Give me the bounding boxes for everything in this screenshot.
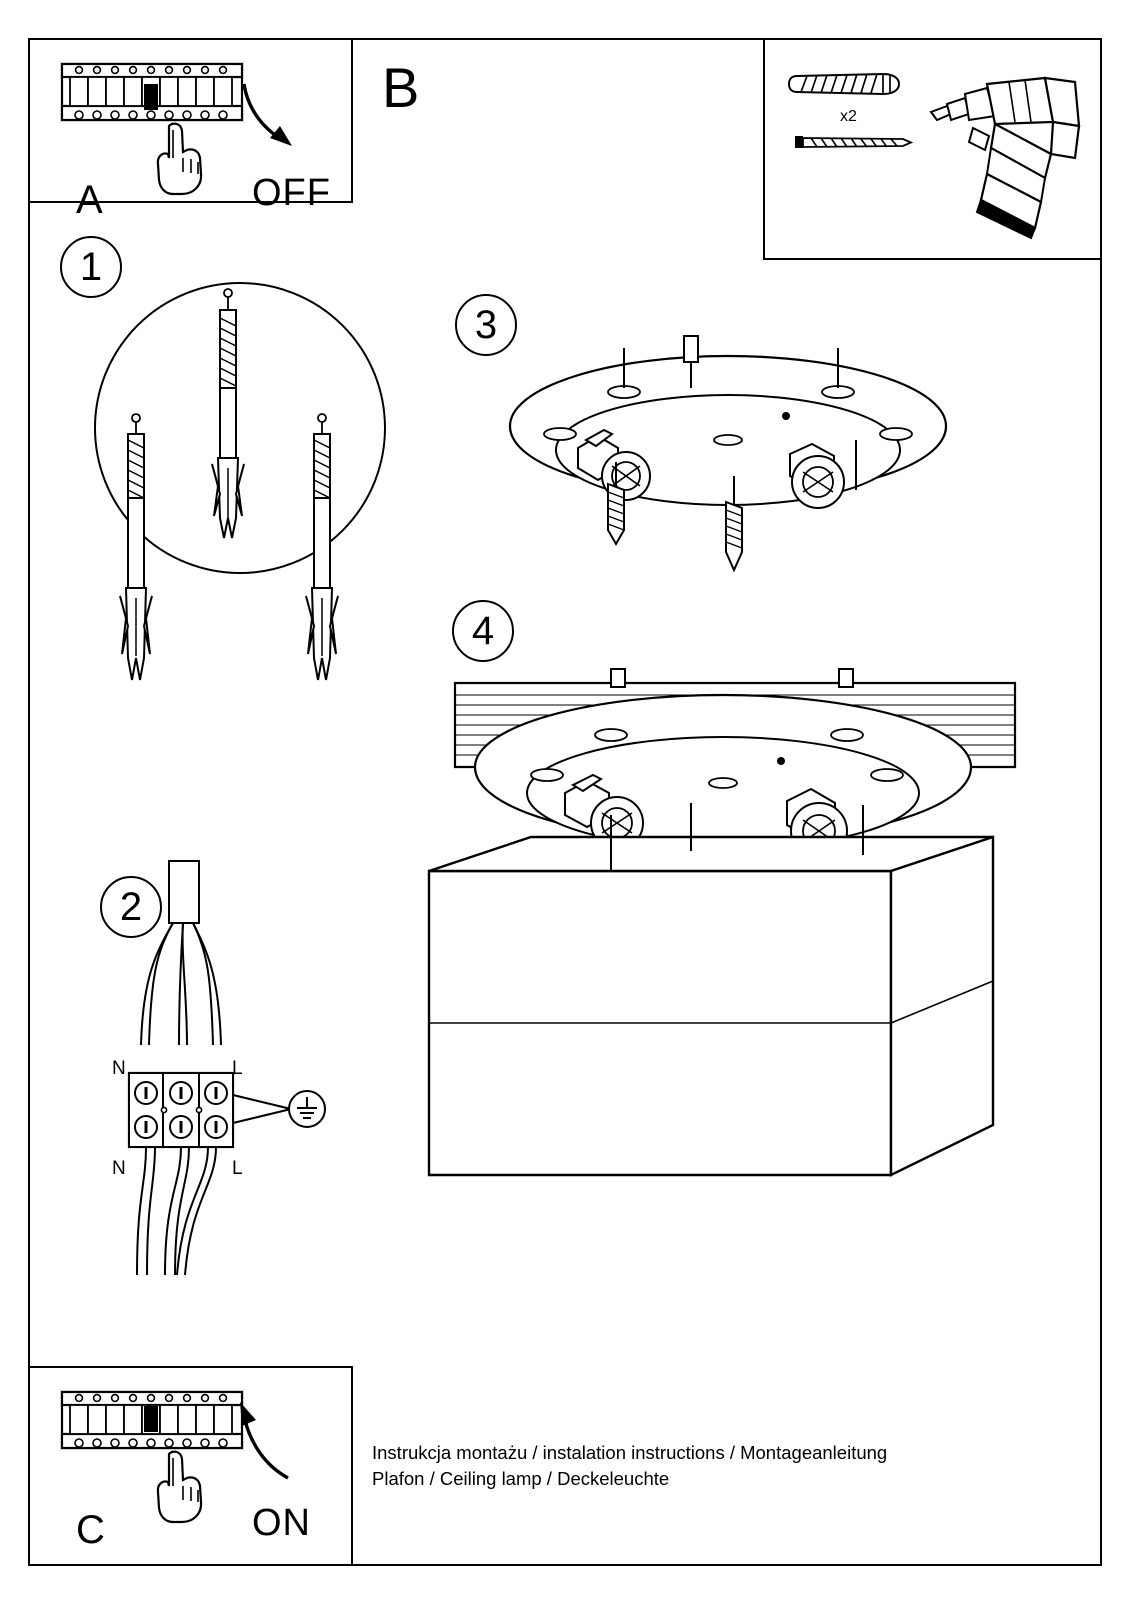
arrow-up-icon xyxy=(228,1394,308,1484)
hand-pointer-icon-on xyxy=(143,1446,223,1526)
step-1-number: 1 xyxy=(60,236,122,298)
drill-bit-left xyxy=(128,414,144,588)
wall-plug-right xyxy=(306,588,338,680)
step-4-diagram xyxy=(415,655,1075,1215)
wall-plug-center xyxy=(212,458,244,538)
hand-pointer-icon xyxy=(143,118,223,198)
terminal-label-n-bottom: N xyxy=(112,1158,126,1179)
step-c-letter: C xyxy=(76,1508,105,1552)
step-2-diagram xyxy=(95,855,335,1325)
lamp-shade xyxy=(429,837,993,1175)
step-a-panel xyxy=(28,38,353,222)
footer-text xyxy=(372,1440,992,1492)
wall-plug-icon xyxy=(787,60,907,110)
step-3-number: 3 xyxy=(455,294,517,356)
step-a-action-label: OFF xyxy=(252,172,331,214)
terminal-block xyxy=(129,1073,233,1147)
cable-sheath xyxy=(169,861,199,923)
step-c-action-label: ON xyxy=(252,1502,311,1544)
terminal-label-l-top: L xyxy=(232,1058,243,1079)
power-drill-icon xyxy=(925,62,1095,242)
step-c-panel xyxy=(28,1366,353,1566)
step-2-number: 2 xyxy=(100,876,162,938)
tools-panel xyxy=(763,38,1102,260)
plug-quantity-label: x2 xyxy=(840,108,857,125)
arrow-down-icon xyxy=(230,76,310,161)
step-1-diagram xyxy=(70,268,430,828)
step-4-number: 4 xyxy=(452,600,514,662)
terminal-label-n-top: N xyxy=(112,1058,126,1079)
step-3-diagram xyxy=(500,330,970,610)
footer-line-1: Instrukcja montażu / instalation instructions / Montageanleitung xyxy=(372,1442,888,1463)
drill-bit-center xyxy=(220,289,236,458)
earth-pointer xyxy=(233,1091,325,1127)
screw-icon xyxy=(791,126,921,162)
footer-line-2: Plafon / Ceiling lamp / Deckeleuchte xyxy=(372,1468,670,1489)
wall-plug-left xyxy=(120,588,152,680)
step-a-letter: A xyxy=(76,178,103,222)
drill-bit-right xyxy=(314,414,330,588)
terminal-label-l-bottom: L xyxy=(232,1158,243,1179)
step-b-letter: B xyxy=(382,56,420,119)
